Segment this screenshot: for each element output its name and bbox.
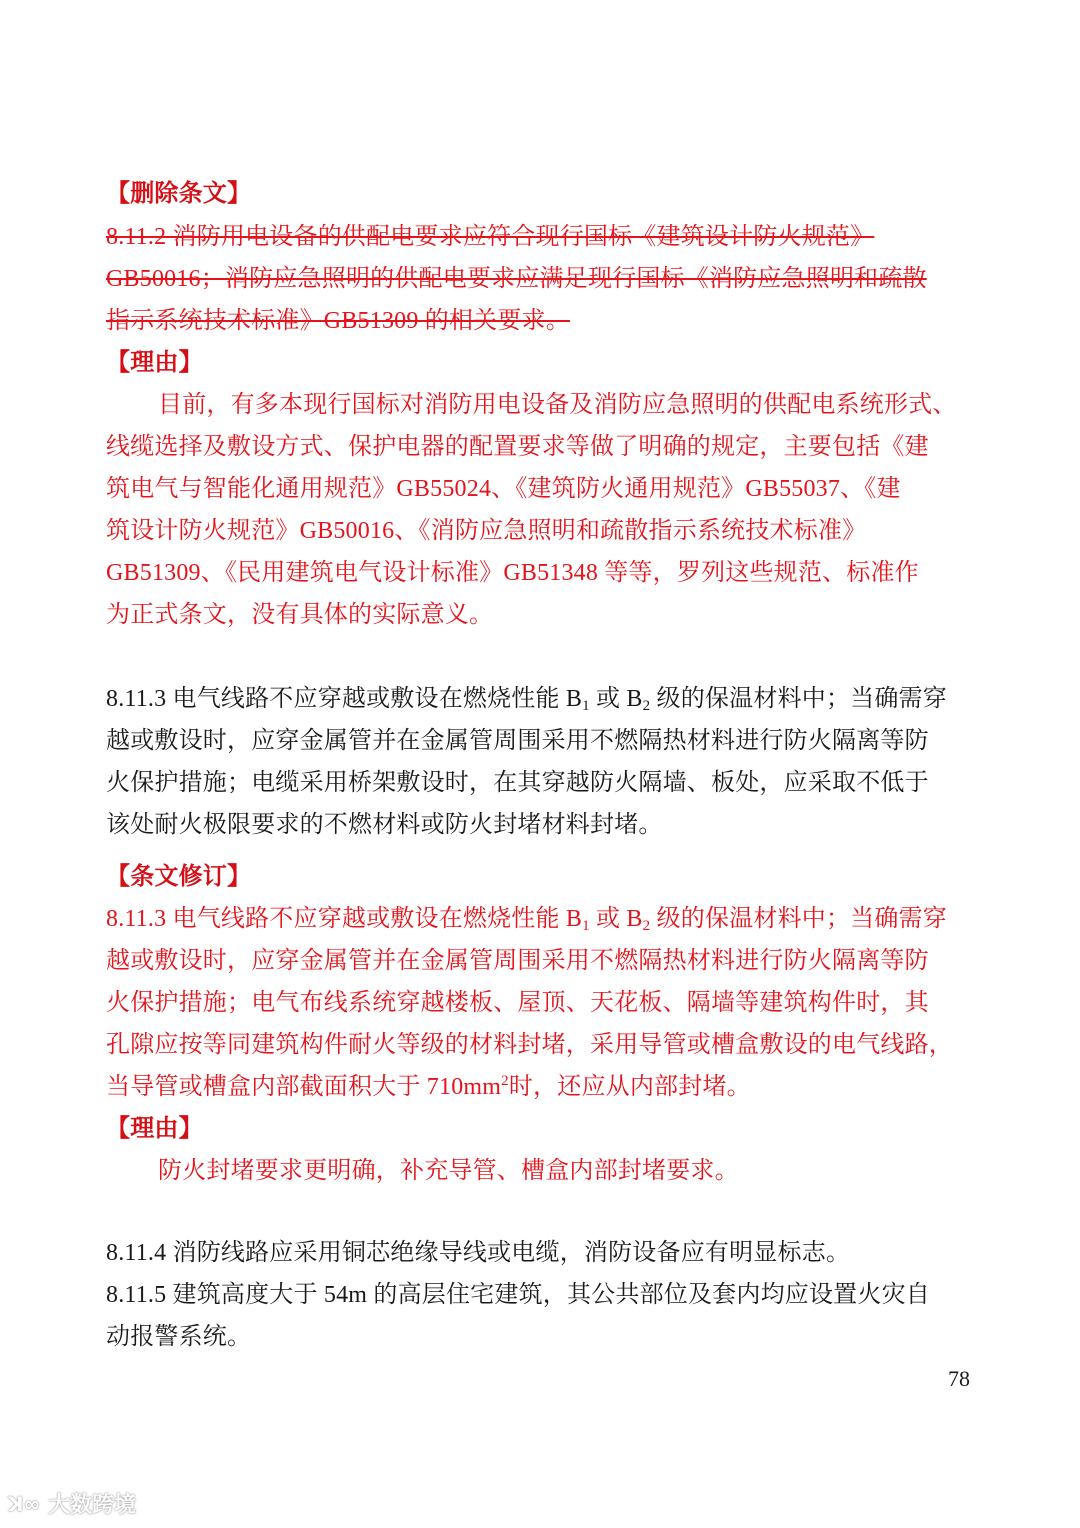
revision-line-5: 当导管或槽盒内部截面积大于 $710mm^2$时，还应从内部封堵。 bbox=[106, 1073, 751, 1100]
heading-delete-clause: 【删除条文】 bbox=[106, 181, 252, 207]
struck-line-1: 8.11.2 消防用电设备的供配电要求应符合现行国标《建筑设计防火规范》 bbox=[106, 224, 875, 250]
watermark-text: 大数跨境 bbox=[48, 1493, 137, 1518]
reason-2-line: 防火封堵要求更明确，补充导管、槽盒内部封堵要求。 bbox=[158, 1158, 739, 1184]
reason-1-line-3: 筑电气与智能化通用规范》GB55024、《建筑防火通用规范》GB55037、《建 bbox=[106, 476, 901, 502]
page-number: 78 bbox=[948, 1366, 970, 1391]
reason-1-line-5: GB51309、《民用建筑电气设计标准》GB51348 等等，罗列这些规范、标准作 bbox=[106, 560, 919, 586]
clause-8-11-3-line-4: 该处耐火极限要求的不燃材料或防火封堵材料封堵。 bbox=[106, 812, 663, 838]
revision-line-4: 孔隙应按等同建筑构件耐火等级的材料封堵，采用导管或槽盒敷设的电气线路， bbox=[106, 1032, 953, 1058]
revision-line-1: 8.11.3 电气线路不应穿越或敷设在燃烧性能 $B_1$ 或 $B_2$ 级的保温材料中；当确需穿 bbox=[106, 906, 947, 934]
clause-8-11-3-line-1: 8.11.3 电气线路不应穿越或敷设在燃烧性能 $B_1$ 或 $B_2$ 级的保温材料中；当确需穿 bbox=[106, 686, 947, 714]
revision-line-2: 越或敷设时，应穿金属管并在金属管周围采用不燃隔热材料进行防火隔离等防 bbox=[106, 948, 929, 974]
struck-line-2: GB50016；消防应急照明的供配电要求应满足现行国标《消防应急照明和疏散 bbox=[106, 266, 927, 292]
struck-line-3: 指示系统技术标准》GB51309 的相关要求。 bbox=[106, 308, 570, 334]
reason-1-line-4: 筑设计防火规范》GB50016、《消防应急照明和疏散指示系统技术标准》 bbox=[106, 518, 867, 544]
clause-8-11-5-line-1: 8.11.5 建筑高度大于 54m 的高层住宅建筑，其公共部位及套内均应设置火灾自 bbox=[106, 1282, 930, 1308]
heading-reason-1: 【理由】 bbox=[106, 350, 203, 376]
reason-1-line-6: 为正式条文，没有具体的实际意义。 bbox=[106, 602, 494, 628]
watermark bbox=[8, 1488, 136, 1519]
clause-8-11-5-line-2: 动报警系统。 bbox=[106, 1324, 252, 1350]
reason-1-line-1: 目前，有多本现行国标对消防用电设备及消防应急照明的供配电系统形式、 bbox=[158, 392, 957, 418]
clause-8-11-4: 8.11.4 消防线路应采用铜芯绝缘导线或电缆，消防设备应有明显标志。 bbox=[106, 1240, 851, 1266]
reason-1-line-2: 线缆选择及敷设方式、保护电器的配置要求等做了明确的规定，主要包括《建 bbox=[106, 434, 929, 460]
watermark-logo-icon: ꓘ∞ bbox=[8, 1491, 41, 1516]
heading-clause-revision: 【条文修订】 bbox=[106, 864, 252, 890]
clause-8-11-3-line-3: 火保护措施；电缆采用桥架敷设时，在其穿越防火隔墙、板处，应采取不低于 bbox=[106, 770, 929, 796]
revision-line-3: 火保护措施；电气布线系统穿越楼板、屋顶、天花板、隔墙等建筑构件时，其 bbox=[106, 990, 929, 1016]
heading-reason-2: 【理由】 bbox=[106, 1116, 203, 1142]
clause-8-11-3-line-2: 越或敷设时，应穿金属管并在金属管周围采用不燃隔热材料进行防火隔离等防 bbox=[106, 728, 929, 754]
